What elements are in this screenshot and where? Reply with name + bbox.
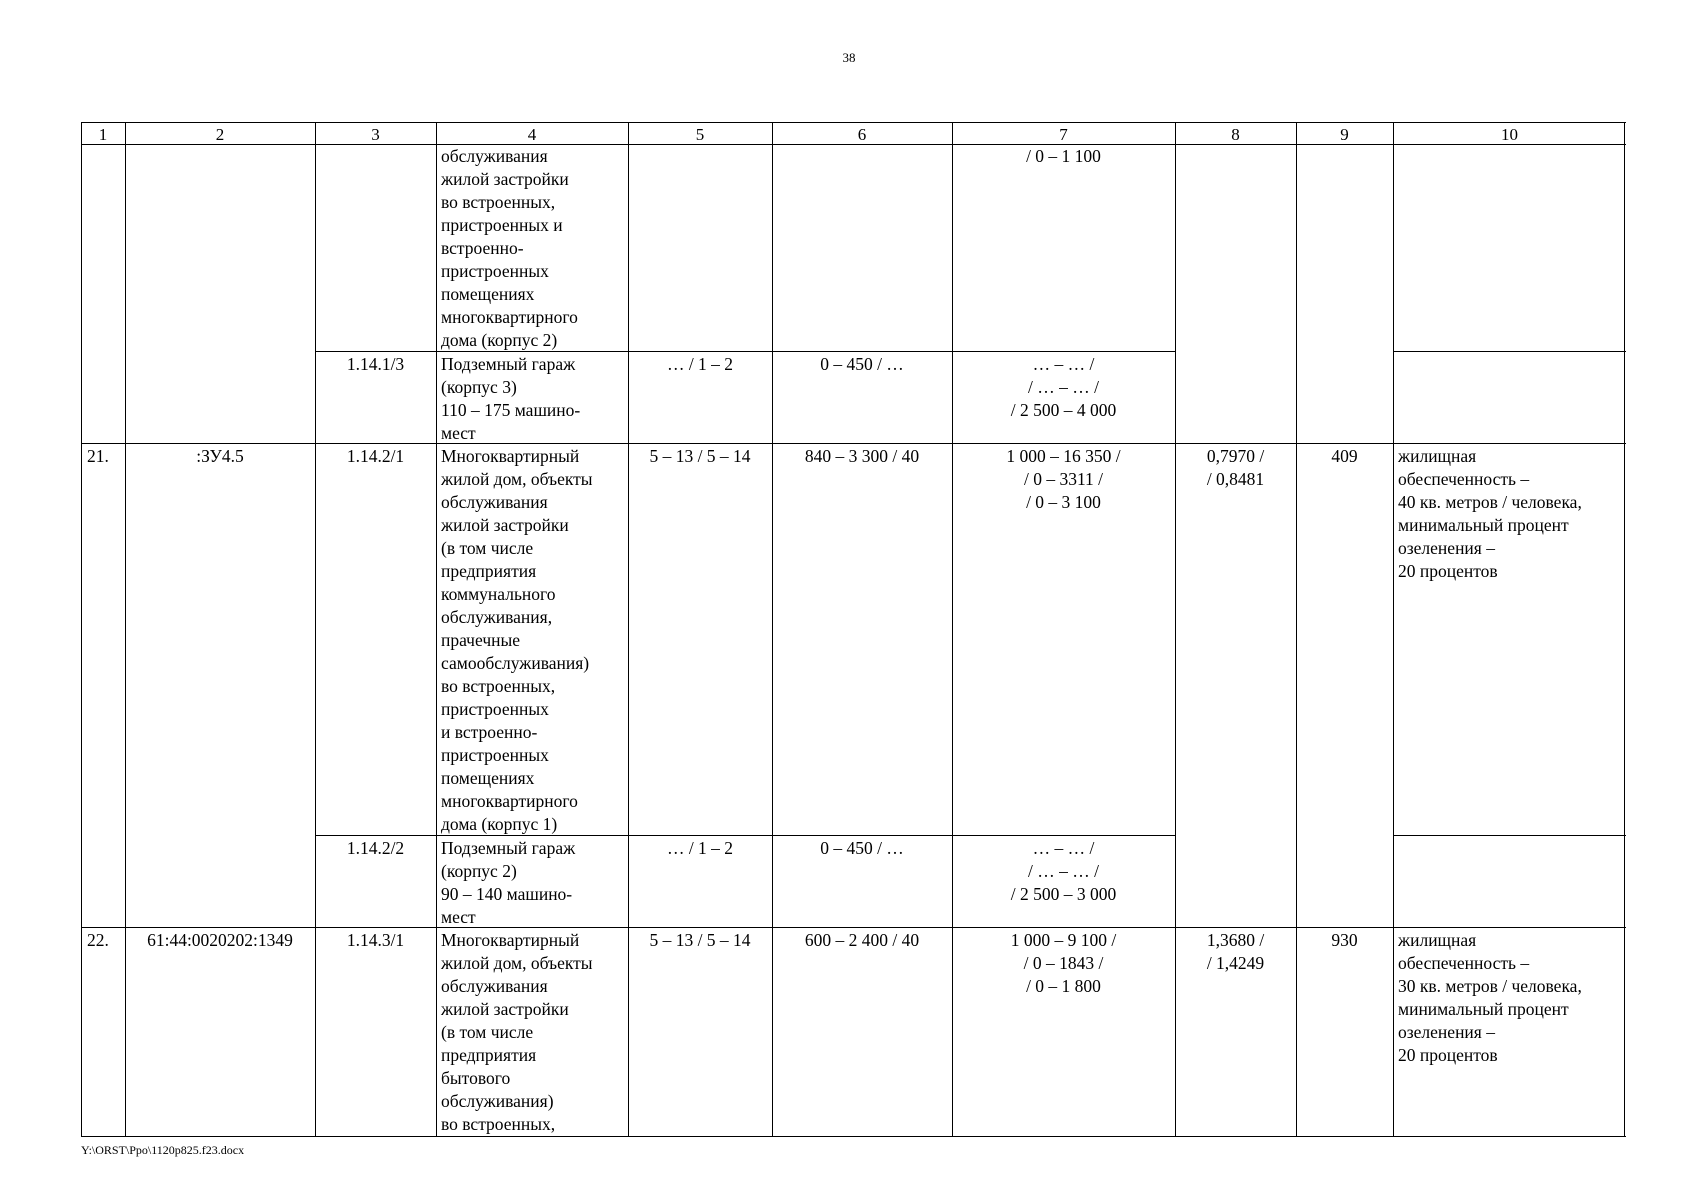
table-cell: 409: [1331, 446, 1358, 466]
table-cell: / 0 – 1 100: [1026, 146, 1101, 166]
table-cell: 0,7970 / / 0,8481: [1206, 446, 1265, 489]
table-cell: … / 1 – 2: [666, 838, 734, 858]
col-divider: [628, 122, 629, 1137]
table-cell: Многоквартирный жилой дом, объекты обслуживания жилой застройки (в том числе предприятия бытового обслуживания) во встроенных,: [441, 930, 593, 1134]
header-cell: 8: [1231, 125, 1240, 144]
header-cell: 9: [1340, 125, 1349, 144]
table-cell: 1,3680 / / 1,4249: [1206, 930, 1265, 973]
table-cell: … – … / / … – … / / 2 500 – 3 000: [1010, 838, 1117, 904]
col-divider: [125, 122, 126, 1137]
header-cell: 3: [371, 125, 380, 144]
col-divider: [436, 122, 437, 1137]
header-cell: 1: [98, 125, 108, 144]
parcel-id: :ЗУ4.5: [196, 446, 244, 466]
col-divider: [1175, 122, 1176, 1137]
table-cell: 600 – 2 400 / 40: [804, 930, 920, 950]
col-divider: [315, 122, 316, 1137]
table-cell: 5 – 13 / 5 – 14: [649, 930, 751, 950]
table-cell: 5 – 13 / 5 – 14: [649, 446, 751, 466]
header-cell: 5: [695, 125, 705, 144]
table-cell: 1.14.2/1: [346, 446, 405, 466]
table-cell: 930: [1331, 930, 1358, 950]
table-border-right: [1624, 122, 1625, 1137]
header-cell: 4: [527, 125, 537, 144]
parcel-id: 61:44:0020202:1349: [147, 930, 293, 950]
footer-file-path: Y:\ORST\Ppo\1120p825.f23.docx: [81, 1143, 245, 1157]
table-border-bottom: [81, 1136, 1626, 1137]
row-line: [81, 443, 1626, 444]
table-border-left: [81, 122, 82, 1137]
table-cell: 1.14.3/1: [346, 930, 405, 950]
row-number: 22.: [87, 930, 109, 950]
col-divider: [1393, 122, 1394, 1137]
col-divider: [772, 122, 773, 1137]
col-divider: [1296, 122, 1297, 1137]
table-cell: 840 – 3 300 / 40: [804, 446, 920, 466]
table-cell: 1.14.2/2: [346, 838, 405, 858]
table-cell: … / 1 – 2: [666, 354, 734, 374]
subrow-line: [1393, 835, 1626, 836]
row-line: [81, 927, 1626, 928]
header-cell: 6: [857, 125, 867, 144]
header-cell: 10: [1501, 125, 1518, 144]
table-cell: … – … / / … – … / / 2 500 – 4 000: [1010, 354, 1117, 420]
table-cell: 0 – 450 / …: [820, 354, 904, 374]
table-cell: Многоквартирный жилой дом, объекты обслуживания жилой застройки (в том числе предприятия коммунального обслуживания, прачечные самообслуживания) во встроенных, пристроенных и встроенно- пристроенных помещениях многоквартирного дома (корпус 1): [441, 446, 593, 834]
table-cell: 1 000 – 16 350 / / 0 – 3311 / / 0 – 3 100: [1006, 446, 1121, 512]
table-cell: жилищная обеспеченность – 40 кв. метров / человека, минимальный процент озеленения – 20 процентов: [1398, 446, 1582, 581]
table-cell: жилищная обеспеченность – 30 кв. метров / человека, минимальный процент озеленения – 20 процентов: [1398, 930, 1582, 1065]
table-cell: 1.14.1/3: [346, 354, 405, 374]
table-cell: 0 – 450 / …: [820, 838, 904, 858]
table-cell: Подземный гараж (корпус 3) 110 – 175 машино- мест: [441, 354, 581, 443]
subrow-line: [1393, 351, 1626, 352]
table-cell: Подземный гараж (корпус 2) 90 – 140 машино- мест: [441, 838, 576, 927]
header-cell: 2: [215, 125, 225, 144]
row-number: 21.: [87, 446, 109, 466]
page-number: 38: [842, 50, 856, 65]
header-cell: 7: [1059, 125, 1068, 144]
table-cell: 1 000 – 9 100 / / 0 – 1843 / / 0 – 1 800: [1010, 930, 1117, 996]
table-cell: обслуживания жилой застройки во встроенных, пристроенных и встроенно- пристроенных помещениях многоквартирного дома (корпус 2): [441, 146, 578, 350]
